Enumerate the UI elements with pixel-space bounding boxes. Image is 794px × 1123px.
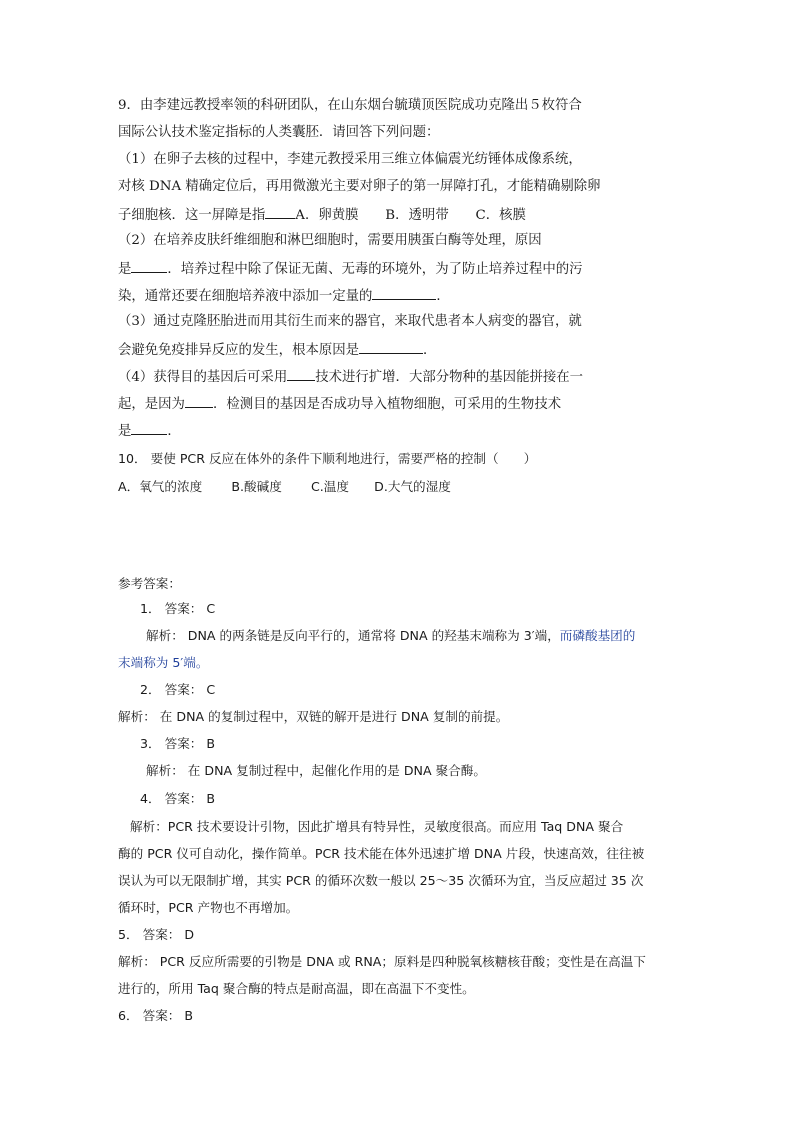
q9-part2-text-cont: ．培养过程中除了保证无菌、无毒的环境外，为了防止培养过程中的污 [167,262,583,277]
q9-part4-line-3 [118,421,181,441]
answer-3-explanation: 解析： 在 DNA 复制过程中，起催化作用的是 DNA 聚合酶。 [146,763,486,778]
q9-part1-line-1: （1）在卵子去核的过程中，李建元教授采用三维立体偏震光纺锤体成像系统， [118,152,582,167]
answer-4: 4． 答案： B [140,791,216,806]
answer-blank[interactable] [372,286,436,300]
period: ． [423,343,437,358]
answer-5-explanation-2: 进行的，所用 Taq 聚合酶的特点是耐高温，即在高温下不变性。 [118,981,475,996]
answer-blank[interactable] [131,421,167,435]
answers-heading: 参考答案： [118,576,181,591]
q9-part3-line-2 [118,340,436,360]
answer-4-explanation-4: 循环时，PCR 产物也不再增加。 [118,900,299,915]
answer-blank[interactable] [185,394,213,408]
q9-part4-text-2: 起，是因为 [118,397,185,412]
q9-part4-line-1 [118,367,583,387]
explanation-text: 解析： DNA 的两条链是反向平行的，通常将 DNA 的羟基末端称为 3′端， [146,628,560,643]
q9-part2-text: 是 [118,262,132,277]
period: ． [436,289,450,304]
answer-4-explanation-3: 误认为可以无限制扩增，其实 PCR 的循环次数一般以 25～35 次循环为宜，当反应超过 35 次 [118,873,644,888]
q10-options: A．氧气的浓度 B.酸碱度 C.温度 D.大气的湿度 [118,479,451,494]
answer-4-explanation-1: 解析：PCR 技术要设计引物，因此扩增具有特异性，灵敏度很高。而应用 Taq DNA 聚合 [130,819,624,834]
answer-5: 5． 答案： D [118,927,195,942]
q9-part4-text-2-cont: ．检测目的基因是否成功导入植物细胞，可采用的生物技术 [212,397,562,412]
answer-4-explanation-2: 酶的 PCR 仪可自动化，操作简单。PCR 技术能在体外迅速扩增 DNA 片段，快速高效，往往被 [118,846,645,861]
period: ． [167,424,181,439]
answer-1-explanation [146,627,635,645]
q9-part1-text: 子细胞核．这一屏障是指 [118,208,266,223]
q10-stem: 10． 要使 PCR 反应在体外的条件下顺利地进行，需要严格的控制（ ） [118,451,537,466]
q9-part4-text: （4）获得目的基因后可采用 [118,370,288,385]
answer-6: 6． 答案： B [118,1008,194,1023]
q9-part1-line-3 [118,205,526,225]
q9-part4-text-cont: 技术进行扩增．大部分物种的基因能拼接在一 [315,370,584,385]
answer-blank[interactable] [131,259,167,273]
answer-2: 2． 答案： C [140,682,216,697]
q9-line-2: 国际公认技术鉴定指标的人类囊胚．请回答下列问题： [118,125,440,140]
answer-blank[interactable] [287,367,315,381]
q9-part1-line-2: 对核 DNA 精确定位后，再用微激光主要对卵子的第一屏障打孔，才能精确剔除卵 [118,179,601,194]
q9-part4-line-2 [118,394,561,414]
q9-part2-line-2 [118,259,583,279]
q9-line-1: 9．由李建远教授率领的科研团队，在山东烟台毓璜顶医院成功克隆出５枚符合 [118,98,582,113]
answer-3: 3． 答案： B [140,736,216,751]
answer-1-explanation-2: 末端称为 5′端。 [118,655,209,670]
answer-blank[interactable] [265,205,295,219]
answer-1: 1． 答案： C [140,601,216,616]
q9-part4-text-3: 是 [118,424,132,439]
q9-part3-line-1: （3）通过克隆胚胎进而用其衍生而来的器官，来取代患者本人病变的器官，就 [118,314,582,329]
answer-5-explanation-1: 解析： PCR 反应所需要的引物是 DNA 或 RNA；原料是四种脱氧核糖核苷酸；变性是在高温下 [118,954,646,969]
explanation-text-blue: 而磷酸基团的 [559,628,636,643]
q9-part2-text-3: 染，通常还要在细胞培养液中添加一定量的 [118,289,373,304]
q9-part3-text: 会避免免疫排异反应的发生，根本原因是 [118,343,360,358]
q9-part2-line-3 [118,286,450,306]
answer-blank[interactable] [359,340,423,354]
q9-part1-options: A．卵黄膜 B．透明带 C．核膜 [295,208,526,223]
q9-part2-line-1: （2）在培养皮肤纤维细胞和淋巴细胞时，需要用胰蛋白酶等处理，原因 [118,233,542,248]
answer-2-explanation: 解析： 在 DNA 的复制过程中，双链的解开是进行 DNA 复制的前提。 [118,709,509,724]
